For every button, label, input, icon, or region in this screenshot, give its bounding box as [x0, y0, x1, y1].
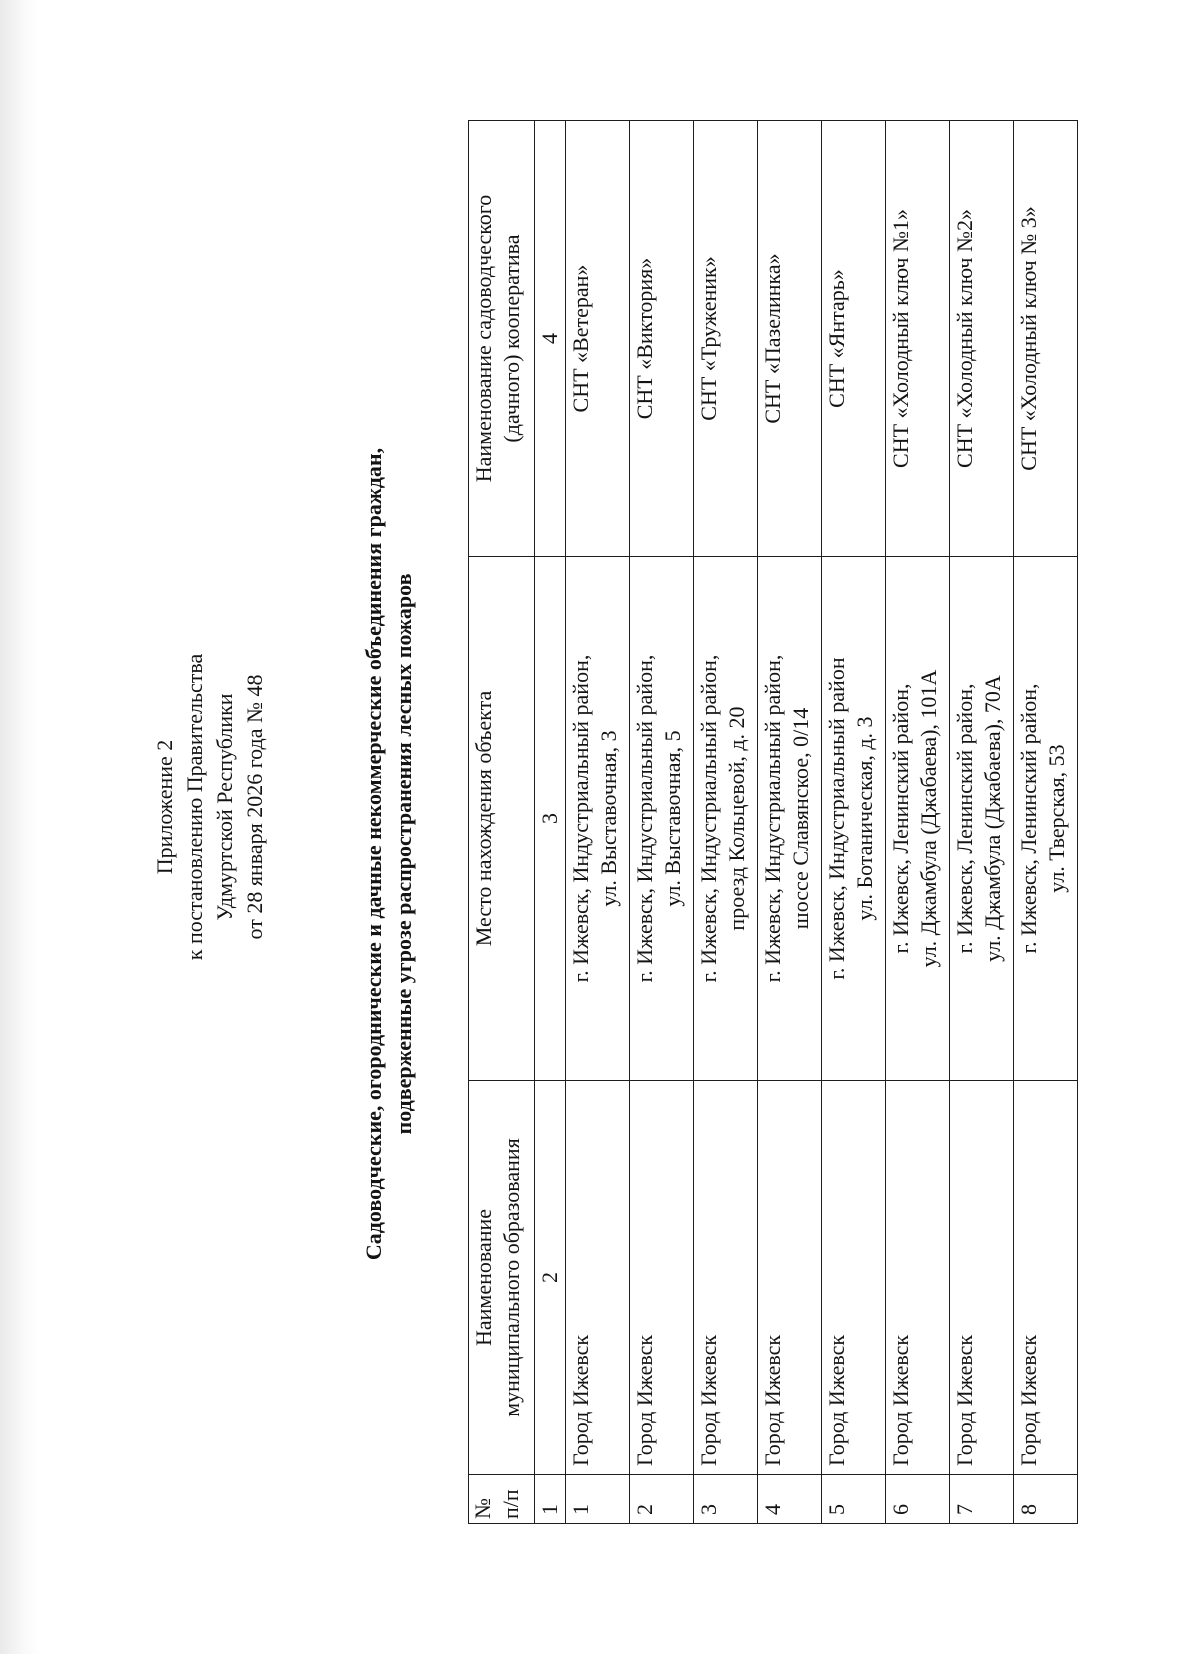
location-cell — [566, 557, 630, 1081]
cooperative-name-cell: СНТ «Янтарь» — [822, 121, 886, 557]
appendix-line: к постановлению Правительства — [182, 653, 207, 961]
appendix-reference — [150, 587, 270, 1027]
location-line: ул. Тверская, 53 — [1044, 744, 1069, 893]
location-cell — [694, 557, 758, 1081]
location-line: ул. Джамбула (Джабаева), 101А — [916, 669, 941, 968]
row-number: 2 — [630, 1475, 694, 1524]
location-line: г. Ижевск, Индустриальный район — [824, 657, 849, 980]
cooperative-name-cell: СНТ «Ветеран» — [566, 121, 630, 557]
location-line: г. Ижевск, Индустриальный район, — [632, 654, 657, 983]
cooperative-name-cell: СНТ «Холодный ключ №2» — [950, 121, 1014, 557]
document-title-line: Садоводческие, огороднические и дачные некоммерческие объединения граждан, — [361, 447, 386, 1261]
column-number-cell: 1 — [535, 1475, 566, 1524]
location-line: г. Ижевск, Ленинский район, — [1016, 683, 1041, 954]
row-number: 7 — [950, 1475, 1014, 1524]
objects-table — [468, 120, 1078, 1524]
table-row — [886, 121, 950, 1524]
location-cell — [758, 557, 822, 1081]
location-line: г. Ижевск, Ленинский район, — [952, 683, 977, 954]
table-header-row — [469, 121, 535, 1524]
location-line: ул. Выставочная, 5 — [660, 730, 685, 907]
location-cell — [1014, 557, 1078, 1081]
table-row — [822, 121, 886, 1524]
cooperative-name-cell: СНТ «Пазелинка» — [758, 121, 822, 557]
cooperative-name-cell: СНТ «Виктория» — [630, 121, 694, 557]
column-number-cell: 2 — [535, 1081, 566, 1475]
location-line: проезд Кольцевой, д. 20 — [724, 706, 749, 931]
location-line: г. Ижевск, Индустриальный район, — [760, 654, 785, 983]
row-number: 8 — [1014, 1475, 1078, 1524]
location-line: ул. Ботаническая, д. 3 — [852, 716, 877, 921]
row-number: 5 — [822, 1475, 886, 1524]
municipality-cell: Город Ижевск — [1014, 1081, 1078, 1475]
location-cell — [950, 557, 1014, 1081]
municipality-cell: Город Ижевск — [822, 1081, 886, 1475]
document-title — [359, 154, 419, 1554]
municipality-cell: Город Ижевск — [630, 1081, 694, 1475]
row-number: 6 — [886, 1475, 950, 1524]
appendix-line: от 28 января 2026 года № 48 — [242, 674, 267, 940]
table-column-numbers-row — [535, 121, 566, 1524]
location-cell — [630, 557, 694, 1081]
table-row — [1014, 121, 1078, 1524]
row-number: 1 — [566, 1475, 630, 1524]
location-line: ул. Джамбула (Джабаева), 70А — [980, 675, 1005, 962]
document-title-line: подверженные угрозе распространения лесных пожаров — [391, 573, 416, 1135]
location-line: шоссе Славянское, 0/14 — [788, 707, 813, 930]
municipality-cell: Город Ижевск — [694, 1081, 758, 1475]
location-cell — [886, 557, 950, 1081]
table-row — [694, 121, 758, 1524]
column-number-cell: 4 — [535, 121, 566, 557]
location-line: г. Ижевск, Ленинский район, — [888, 683, 913, 954]
cooperative-name-cell: СНТ «Труженик» — [694, 121, 758, 557]
table-row — [758, 121, 822, 1524]
cooperative-name-cell: СНТ «Холодный ключ №1» — [886, 121, 950, 557]
header-location: Место нахождения объекта — [469, 557, 535, 1081]
table-row — [630, 121, 694, 1524]
municipality-cell: Город Ижевск — [950, 1081, 1014, 1475]
header-cooperative-name: Наименование садоводческого (дачного) кооператива — [469, 121, 535, 557]
municipality-cell: Город Ижевск — [886, 1081, 950, 1475]
location-line: г. Ижевск, Индустриальный район, — [696, 654, 721, 983]
location-line: ул. Выставочная, 3 — [596, 730, 621, 907]
table-row — [950, 121, 1014, 1524]
appendix-line: Удмуртской Республики — [212, 693, 237, 921]
header-number: № п/п — [469, 1475, 535, 1524]
column-number-cell: 3 — [535, 557, 566, 1081]
row-number: 3 — [694, 1475, 758, 1524]
municipality-cell: Город Ижевск — [566, 1081, 630, 1475]
row-number: 4 — [758, 1475, 822, 1524]
municipality-cell: Город Ижевск — [758, 1081, 822, 1475]
table-row — [566, 121, 630, 1524]
location-line: г. Ижевск, Индустриальный район, — [568, 654, 593, 983]
cooperative-name-cell: СНТ «Холодный ключ № 3» — [1014, 121, 1078, 557]
location-cell — [822, 557, 886, 1081]
header-municipality: Наименование муниципального образования — [469, 1081, 535, 1475]
appendix-line: Приложение 2 — [152, 739, 177, 875]
